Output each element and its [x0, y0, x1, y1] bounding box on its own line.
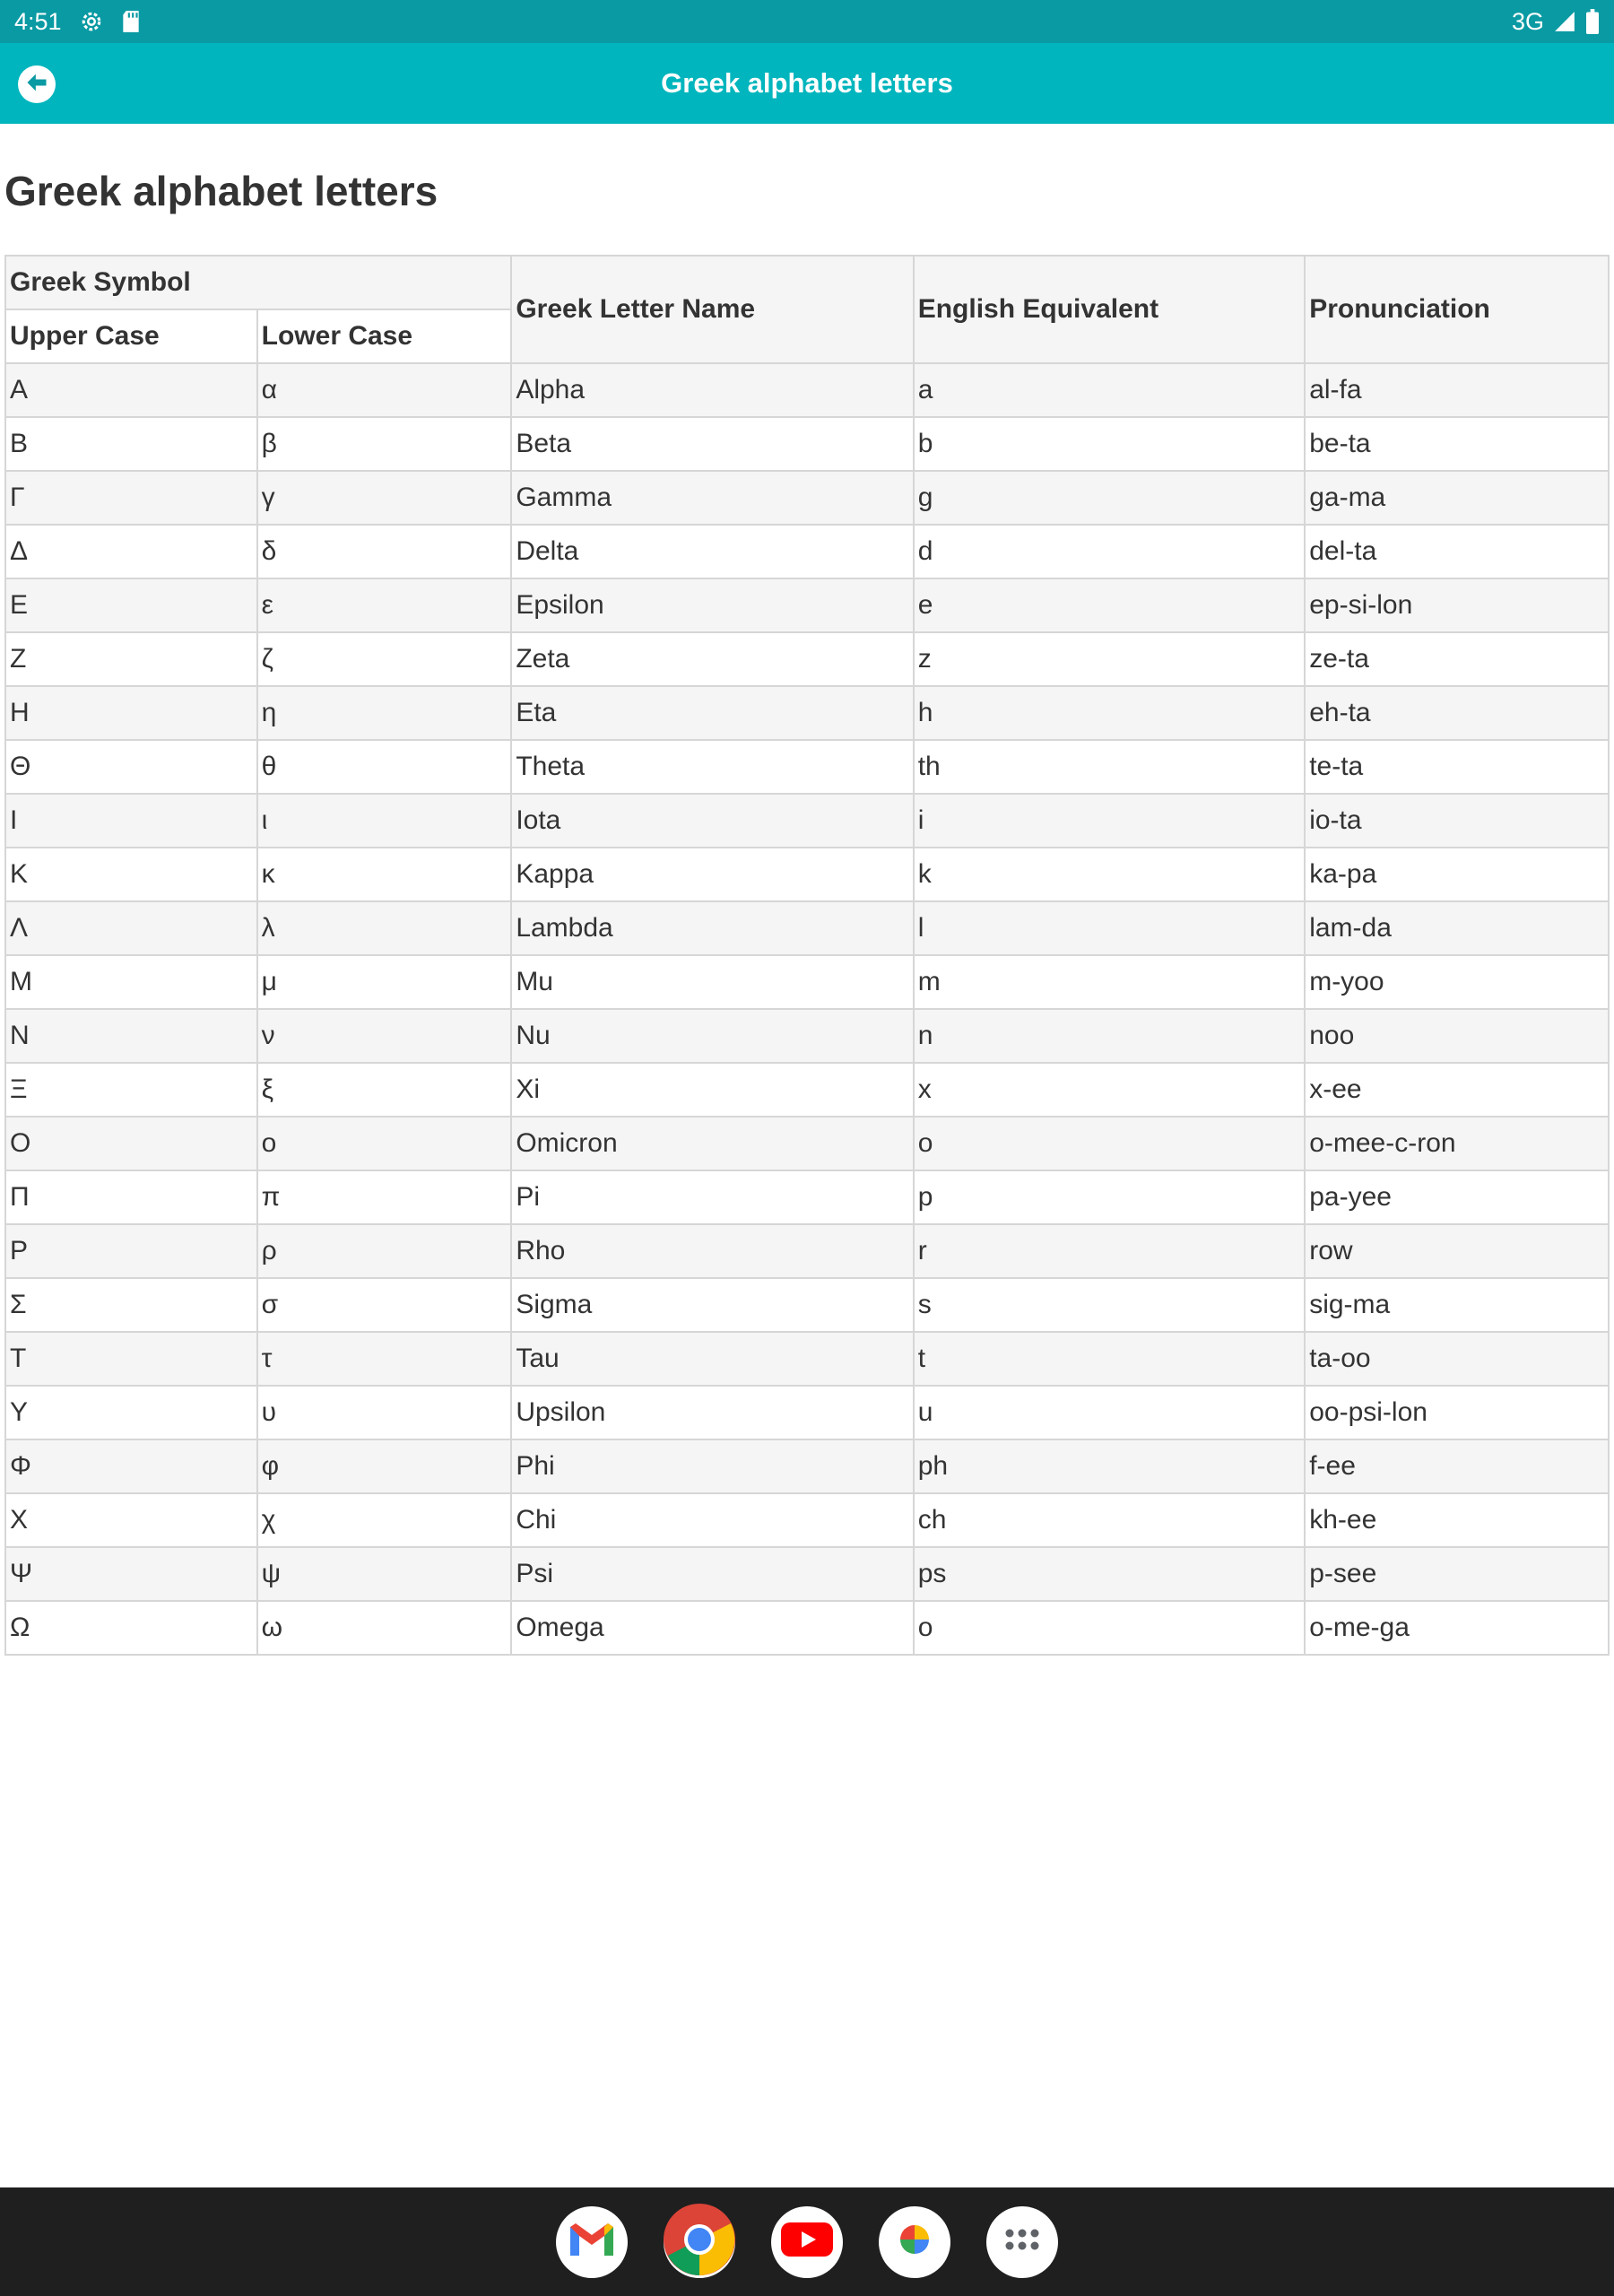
upper-case-cell: Σ	[5, 1278, 257, 1332]
table-row	[5, 578, 1609, 632]
table-row	[5, 1224, 1609, 1278]
upper-case-cell: Χ	[5, 1493, 257, 1547]
status-bar	[0, 0, 1614, 43]
english-equivalent-cell: b	[914, 417, 1305, 471]
pronunciation-cell: del-ta	[1305, 525, 1609, 578]
letter-name-cell: Gamma	[511, 471, 913, 525]
pronunciation-cell: ta-oo	[1305, 1332, 1609, 1386]
header-lower-case: Lower Case	[257, 309, 512, 363]
upper-case-cell: Ε	[5, 578, 257, 632]
lower-case-cell: υ	[257, 1386, 512, 1439]
lower-case-cell: ι	[257, 794, 512, 848]
english-equivalent-cell: th	[914, 740, 1305, 794]
table-row	[5, 1117, 1609, 1170]
header-letter-name: Greek Letter Name	[511, 256, 913, 363]
battery-icon	[1585, 9, 1600, 34]
pronunciation-cell: m-yoo	[1305, 955, 1609, 1009]
youtube-app[interactable]	[771, 2206, 843, 2278]
english-equivalent-cell: i	[914, 794, 1305, 848]
table-header-row	[5, 256, 1609, 309]
lower-case-cell: θ	[257, 740, 512, 794]
table-row	[5, 1601, 1609, 1655]
gmail-app[interactable]	[556, 2206, 628, 2278]
upper-case-cell: Β	[5, 417, 257, 471]
lower-case-cell: τ	[257, 1332, 512, 1386]
english-equivalent-cell: r	[914, 1224, 1305, 1278]
pronunciation-cell: ze-ta	[1305, 632, 1609, 686]
table-row	[5, 363, 1609, 417]
pronunciation-cell: lam-da	[1305, 901, 1609, 955]
table-row	[5, 525, 1609, 578]
upper-case-cell: Ψ	[5, 1547, 257, 1601]
lower-case-cell: ο	[257, 1117, 512, 1170]
pronunciation-cell: eh-ta	[1305, 686, 1609, 740]
pronunciation-cell: kh-ee	[1305, 1493, 1609, 1547]
pronunciation-cell: te-ta	[1305, 740, 1609, 794]
letter-name-cell: Phi	[511, 1439, 913, 1493]
lower-case-cell: ζ	[257, 632, 512, 686]
status-right	[1512, 8, 1600, 36]
signal-icon	[1553, 10, 1576, 33]
letter-name-cell: Chi	[511, 1493, 913, 1547]
pronunciation-cell: sig-ma	[1305, 1278, 1609, 1332]
letter-name-cell: Zeta	[511, 632, 913, 686]
letter-name-cell: Tau	[511, 1332, 913, 1386]
upper-case-cell: Κ	[5, 848, 257, 901]
letter-name-cell: Eta	[511, 686, 913, 740]
upper-case-cell: Η	[5, 686, 257, 740]
pronunciation-cell: row	[1305, 1224, 1609, 1278]
photos-app[interactable]	[879, 2206, 950, 2278]
lower-case-cell: σ	[257, 1278, 512, 1332]
english-equivalent-cell: m	[914, 955, 1305, 1009]
upper-case-cell: Α	[5, 363, 257, 417]
network-type: 3G	[1511, 7, 1544, 35]
english-equivalent-cell: a	[914, 363, 1305, 417]
upper-case-cell: Π	[5, 1170, 257, 1224]
app-drawer-icon	[1004, 2227, 1040, 2257]
gmail-icon	[567, 2220, 617, 2264]
upper-case-cell: Ν	[5, 1009, 257, 1063]
letter-name-cell: Nu	[511, 1009, 913, 1063]
english-equivalent-cell: h	[914, 686, 1305, 740]
letter-name-cell: Alpha	[511, 363, 913, 417]
table-row	[5, 1332, 1609, 1386]
letter-name-cell: Kappa	[511, 848, 913, 901]
letter-name-cell: Beta	[511, 417, 913, 471]
letter-name-cell: Upsilon	[511, 1386, 913, 1439]
table-row	[5, 1278, 1609, 1332]
english-equivalent-cell: s	[914, 1278, 1305, 1332]
upper-case-cell: Φ	[5, 1439, 257, 1493]
letter-name-cell: Pi	[511, 1170, 913, 1224]
lower-case-cell: η	[257, 686, 512, 740]
lower-case-cell: χ	[257, 1493, 512, 1547]
letter-name-cell: Psi	[511, 1547, 913, 1601]
table-row	[5, 955, 1609, 1009]
letter-name-cell: Sigma	[511, 1278, 913, 1332]
app-drawer-button[interactable]	[986, 2206, 1058, 2278]
letter-name-cell: Omicron	[511, 1117, 913, 1170]
header-pronunciation: Pronunciation	[1305, 256, 1609, 363]
youtube-icon	[781, 2221, 833, 2263]
header-english-equivalent: English Equivalent	[914, 256, 1305, 363]
table-row	[5, 1547, 1609, 1601]
lower-case-cell: ξ	[257, 1063, 512, 1117]
pronunciation-cell: ka-pa	[1305, 848, 1609, 901]
letter-name-cell: Delta	[511, 525, 913, 578]
table-body	[5, 363, 1609, 1655]
letter-name-cell: Iota	[511, 794, 913, 848]
lower-case-cell: ρ	[257, 1224, 512, 1278]
status-left	[14, 8, 141, 36]
upper-case-cell: Τ	[5, 1332, 257, 1386]
upper-case-cell: Ω	[5, 1601, 257, 1655]
lower-case-cell: α	[257, 363, 512, 417]
upper-case-cell: Ι	[5, 794, 257, 848]
upper-case-cell: Υ	[5, 1386, 257, 1439]
table-row	[5, 848, 1609, 901]
table-row	[5, 686, 1609, 740]
upper-case-cell: Ζ	[5, 632, 257, 686]
english-equivalent-cell: n	[914, 1009, 1305, 1063]
english-equivalent-cell: p	[914, 1170, 1305, 1224]
lower-case-cell: π	[257, 1170, 512, 1224]
english-equivalent-cell: z	[914, 632, 1305, 686]
table-row	[5, 1170, 1609, 1224]
pronunciation-cell: noo	[1305, 1009, 1609, 1063]
pronunciation-cell: pa-yee	[1305, 1170, 1609, 1224]
letter-name-cell: Lambda	[511, 901, 913, 955]
english-equivalent-cell: ps	[914, 1547, 1305, 1601]
english-equivalent-cell: o	[914, 1117, 1305, 1170]
table-row	[5, 901, 1609, 955]
upper-case-cell: Λ	[5, 901, 257, 955]
english-equivalent-cell: k	[914, 848, 1305, 901]
english-equivalent-cell: ch	[914, 1493, 1305, 1547]
lower-case-cell: ω	[257, 1601, 512, 1655]
settings-gear-icon	[78, 8, 105, 35]
header-greek-symbol: Greek Symbol	[5, 256, 511, 309]
english-equivalent-cell: ph	[914, 1439, 1305, 1493]
upper-case-cell: Δ	[5, 525, 257, 578]
table-row	[5, 632, 1609, 686]
letter-name-cell: Theta	[511, 740, 913, 794]
app-bar	[0, 43, 1614, 124]
pronunciation-cell: io-ta	[1305, 794, 1609, 848]
back-button[interactable]	[18, 65, 56, 103]
lower-case-cell: φ	[257, 1439, 512, 1493]
table-row	[5, 1439, 1609, 1493]
table-row	[5, 417, 1609, 471]
pronunciation-cell: ga-ma	[1305, 471, 1609, 525]
lower-case-cell: γ	[257, 471, 512, 525]
lower-case-cell: δ	[257, 525, 512, 578]
english-equivalent-cell: o	[914, 1601, 1305, 1655]
english-equivalent-cell: d	[914, 525, 1305, 578]
upper-case-cell: Γ	[5, 471, 257, 525]
app-bar-title: Greek alphabet letters	[661, 67, 953, 99]
lower-case-cell: λ	[257, 901, 512, 955]
chrome-app[interactable]	[664, 2206, 735, 2278]
lower-case-cell: ψ	[257, 1547, 512, 1601]
upper-case-cell: Ο	[5, 1117, 257, 1170]
pronunciation-cell: p-see	[1305, 1547, 1609, 1601]
sd-card-icon	[121, 10, 141, 33]
chrome-icon	[664, 2204, 735, 2280]
pronunciation-cell: al-fa	[1305, 363, 1609, 417]
app-dock	[0, 2187, 1614, 2296]
pronunciation-cell: ep-si-lon	[1305, 578, 1609, 632]
english-equivalent-cell: l	[914, 901, 1305, 955]
pronunciation-cell: x-ee	[1305, 1063, 1609, 1117]
english-equivalent-cell: x	[914, 1063, 1305, 1117]
english-equivalent-cell: t	[914, 1332, 1305, 1386]
letter-name-cell: Rho	[511, 1224, 913, 1278]
pronunciation-cell: f-ee	[1305, 1439, 1609, 1493]
status-time: 4:51	[14, 7, 62, 35]
pronunciation-cell: o-me-ga	[1305, 1601, 1609, 1655]
table-row	[5, 794, 1609, 848]
table-row	[5, 1386, 1609, 1439]
english-equivalent-cell: e	[914, 578, 1305, 632]
upper-case-cell: Ρ	[5, 1224, 257, 1278]
table-row	[5, 1009, 1609, 1063]
lower-case-cell: ε	[257, 578, 512, 632]
upper-case-cell: Ξ	[5, 1063, 257, 1117]
upper-case-cell: Θ	[5, 740, 257, 794]
lower-case-cell: β	[257, 417, 512, 471]
main-content	[4, 124, 1610, 1642]
photos-icon	[888, 2213, 941, 2271]
english-equivalent-cell: g	[914, 471, 1305, 525]
back-arrow-icon	[24, 70, 49, 100]
pronunciation-cell: be-ta	[1305, 417, 1609, 471]
letter-name-cell: Omega	[511, 1601, 913, 1655]
page-title: Greek alphabet letters	[4, 168, 438, 214]
table-row	[5, 1493, 1609, 1547]
pronunciation-cell: o-mee-c-ron	[1305, 1117, 1609, 1170]
lower-case-cell: μ	[257, 955, 512, 1009]
letter-name-cell: Xi	[511, 1063, 913, 1117]
letter-name-cell: Epsilon	[511, 578, 913, 632]
letter-name-cell: Mu	[511, 955, 913, 1009]
table-row	[5, 740, 1609, 794]
greek-alphabet-table	[4, 255, 1610, 1656]
table-row	[5, 1063, 1609, 1117]
lower-case-cell: ν	[257, 1009, 512, 1063]
pronunciation-cell: oo-psi-lon	[1305, 1386, 1609, 1439]
header-upper-case: Upper Case	[5, 309, 257, 363]
table-row	[5, 471, 1609, 525]
lower-case-cell: κ	[257, 848, 512, 901]
upper-case-cell: Μ	[5, 955, 257, 1009]
english-equivalent-cell: u	[914, 1386, 1305, 1439]
